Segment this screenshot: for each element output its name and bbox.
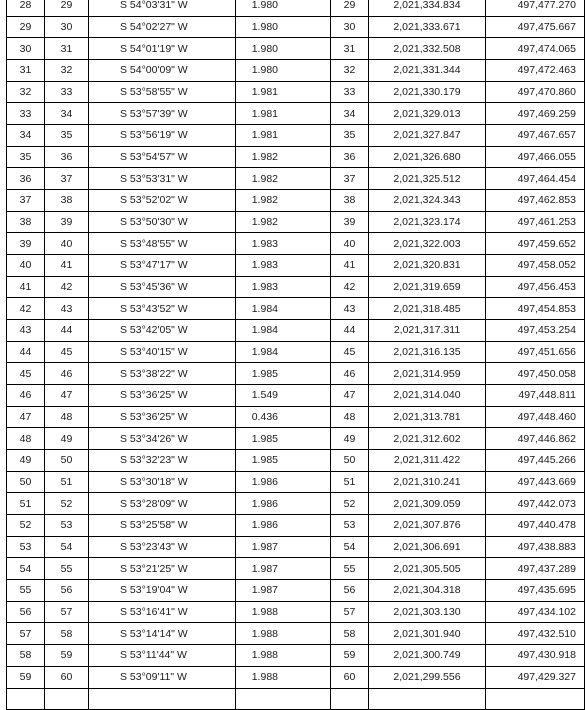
- survey-coordinates-table: [6, 0, 585, 710]
- table-row: [7, 255, 585, 277]
- point-cell: 47: [331, 385, 369, 407]
- to-station-cell: 50: [45, 450, 89, 472]
- easting-cell: 497,474.065: [486, 38, 585, 60]
- easting-cell: 497,438.883: [486, 536, 585, 558]
- point-cell: 30: [331, 16, 369, 38]
- bearing-cell: S 53°14'14" W: [89, 623, 236, 645]
- from-station-cell: 37: [7, 190, 45, 212]
- point-cell: 56: [331, 580, 369, 602]
- northing-cell: 2,021,319.659: [369, 276, 486, 298]
- distance-cell: 1.988: [236, 623, 331, 645]
- bearing-cell: S 53°47'17" W: [89, 255, 236, 277]
- survey-table-body: [7, 0, 585, 710]
- distance-cell: 1.982: [236, 211, 331, 233]
- easting-cell: 497,450.058: [486, 363, 585, 385]
- distance-cell: 1.980: [236, 16, 331, 38]
- from-station-cell: 44: [7, 341, 45, 363]
- point-cell: 49: [331, 428, 369, 450]
- distance-cell: 1.983: [236, 233, 331, 255]
- from-station-cell: 56: [7, 601, 45, 623]
- point-cell: 50: [331, 450, 369, 472]
- point-cell: 42: [331, 276, 369, 298]
- easting-cell: 497,464.454: [486, 168, 585, 190]
- point-cell: 33: [331, 81, 369, 103]
- bearing-cell: S 53°34'26" W: [89, 428, 236, 450]
- distance-cell: 1.987: [236, 558, 331, 580]
- from-station-cell: 34: [7, 125, 45, 147]
- bearing-cell: S 53°40'15" W: [89, 341, 236, 363]
- table-row: [7, 601, 585, 623]
- bearing-cell: S 53°52'02" W: [89, 190, 236, 212]
- distance-cell: 1.982: [236, 168, 331, 190]
- easting-cell: 497,437.289: [486, 558, 585, 580]
- bearing-cell: S 53°56'19" W: [89, 125, 236, 147]
- point-cell: 51: [331, 471, 369, 493]
- northing-cell: 2,021,326.680: [369, 146, 486, 168]
- from-station-cell: 58: [7, 645, 45, 667]
- point-cell: 29: [331, 0, 369, 16]
- distance-cell: 1.985: [236, 450, 331, 472]
- table-row: [7, 493, 585, 515]
- easting-cell: 497,462.853: [486, 190, 585, 212]
- northing-cell: 2,021,330.179: [369, 81, 486, 103]
- distance-cell: 1.980: [236, 38, 331, 60]
- easting-cell: 497,477.270: [486, 0, 585, 16]
- table-row: [7, 125, 585, 147]
- distance-cell: 1.549: [236, 385, 331, 407]
- to-station-cell: 58: [45, 623, 89, 645]
- to-station-cell: 40: [45, 233, 89, 255]
- northing-cell: 2,021,307.876: [369, 515, 486, 537]
- northing-cell: 2,021,314.040: [369, 385, 486, 407]
- from-station-cell: 28: [7, 0, 45, 16]
- point-cell: 34: [331, 103, 369, 125]
- distance-cell: 1.981: [236, 103, 331, 125]
- point-cell: 43: [331, 298, 369, 320]
- northing-cell: 2,021,317.311: [369, 320, 486, 342]
- distance-cell: 1.987: [236, 536, 331, 558]
- distance-cell: 1.981: [236, 125, 331, 147]
- from-station-cell: 43: [7, 320, 45, 342]
- northing-cell: 2,021,310.241: [369, 471, 486, 493]
- table-row: [7, 190, 585, 212]
- northing-cell: 2,021,309.059: [369, 493, 486, 515]
- bearing-cell: S 53°23'43" W: [89, 536, 236, 558]
- bearing-cell: S 54°02'27" W: [89, 16, 236, 38]
- point-cell: 32: [331, 60, 369, 82]
- to-station-cell: 54: [45, 536, 89, 558]
- northing-cell: 2,021,325.512: [369, 168, 486, 190]
- bearing-cell: S 53°11'44" W: [89, 645, 236, 667]
- from-station-cell: 33: [7, 103, 45, 125]
- to-station-cell: 41: [45, 255, 89, 277]
- northing-cell: 2,021,311.422: [369, 450, 486, 472]
- to-station-cell: 37: [45, 168, 89, 190]
- point-cell: 37: [331, 168, 369, 190]
- bearing-cell: S 53°19'04" W: [89, 580, 236, 602]
- easting-cell: 497,467.657: [486, 125, 585, 147]
- point-cell: 60: [331, 666, 369, 688]
- bearing-cell: S 53°48'55" W: [89, 233, 236, 255]
- easting-cell: 497,451.656: [486, 341, 585, 363]
- point-cell: 41: [331, 255, 369, 277]
- easting-cell: 497,472.463: [486, 60, 585, 82]
- northing-cell: 2,021,312.602: [369, 428, 486, 450]
- bearing-cell: S 53°09'11" W: [89, 666, 236, 688]
- table-row: [7, 320, 585, 342]
- from-station-cell: 40: [7, 255, 45, 277]
- easting-cell: 497,434.102: [486, 601, 585, 623]
- distance-cell: 1.988: [236, 601, 331, 623]
- distance-cell: 1.981: [236, 81, 331, 103]
- from-station-cell: 31: [7, 60, 45, 82]
- northing-cell: 2,021,318.485: [369, 298, 486, 320]
- distance-cell: 1.982: [236, 146, 331, 168]
- from-station-cell: 57: [7, 623, 45, 645]
- bearing-cell: S 53°36'25" W: [89, 385, 236, 407]
- table-row: [7, 211, 585, 233]
- point-cell: 59: [331, 645, 369, 667]
- northing-cell: 2,021,313.781: [369, 406, 486, 428]
- bearing-cell: S 53°21'25" W: [89, 558, 236, 580]
- easting-cell: 497,446.862: [486, 428, 585, 450]
- table-row: [7, 168, 585, 190]
- distance-cell: 1.984: [236, 298, 331, 320]
- from-station-cell: 42: [7, 298, 45, 320]
- table-row: [7, 276, 585, 298]
- to-station-cell: 29: [45, 0, 89, 16]
- easting-cell: 497,470.860: [486, 81, 585, 103]
- easting-cell: 497,459.652: [486, 233, 585, 255]
- distance-cell: 1.986: [236, 471, 331, 493]
- table-row: [7, 146, 585, 168]
- from-station-cell: 32: [7, 81, 45, 103]
- to-station-cell: 52: [45, 493, 89, 515]
- easting-cell: 497,456.453: [486, 276, 585, 298]
- to-station-cell: 51: [45, 471, 89, 493]
- northing-cell: 2,021,327.847: [369, 125, 486, 147]
- table-row: [7, 0, 585, 16]
- distance-cell: 1.985: [236, 363, 331, 385]
- distance-cell: 1.984: [236, 341, 331, 363]
- table-row: [7, 103, 585, 125]
- point-cell: 40: [331, 233, 369, 255]
- to-station-cell: 43: [45, 298, 89, 320]
- northing-cell: 2,021,331.344: [369, 60, 486, 82]
- from-station-cell: 48: [7, 428, 45, 450]
- table-row: [7, 385, 585, 407]
- point-cell: 58: [331, 623, 369, 645]
- bearing-cell: S 54°03'31" W: [89, 0, 236, 16]
- to-station-cell: 35: [45, 125, 89, 147]
- northing-cell: 2,021,332.508: [369, 38, 486, 60]
- from-station-cell: 41: [7, 276, 45, 298]
- distance-cell: 0.436: [236, 406, 331, 428]
- northing-cell: 2,021,324.343: [369, 190, 486, 212]
- table-row: [7, 81, 585, 103]
- to-station-cell: 60: [45, 666, 89, 688]
- easting-cell: 497,448.460: [486, 406, 585, 428]
- table-row: [7, 666, 585, 688]
- easting-cell: 497,448.811: [486, 385, 585, 407]
- northing-cell: 2,021,329.013: [369, 103, 486, 125]
- easting-cell: 497,432.510: [486, 623, 585, 645]
- easting-cell: 497,430.918: [486, 645, 585, 667]
- distance-cell: 1.987: [236, 580, 331, 602]
- to-station-cell: 48: [45, 406, 89, 428]
- table-row: [7, 580, 585, 602]
- northing-cell: 2,021,320.831: [369, 255, 486, 277]
- table-row: [7, 298, 585, 320]
- bearing-cell: S 53°32'23" W: [89, 450, 236, 472]
- table-row: [7, 471, 585, 493]
- northing-cell: 2,021,314.959: [369, 363, 486, 385]
- northing-cell: 2,021,334.834: [369, 0, 486, 16]
- to-station-cell: 45: [45, 341, 89, 363]
- bearing-cell: S 54°00'09" W: [89, 60, 236, 82]
- distance-cell: 1.980: [236, 60, 331, 82]
- from-station-cell: 47: [7, 406, 45, 428]
- distance-cell: 1.986: [236, 515, 331, 537]
- to-station-cell: 53: [45, 515, 89, 537]
- distance-cell: 1.984: [236, 320, 331, 342]
- point-cell: 36: [331, 146, 369, 168]
- table-row: [7, 60, 585, 82]
- point-cell: 55: [331, 558, 369, 580]
- easting-cell: 497,466.055: [486, 146, 585, 168]
- from-station-cell: 30: [7, 38, 45, 60]
- easting-cell: 497,445.266: [486, 450, 585, 472]
- from-station-cell: 45: [7, 363, 45, 385]
- to-station-cell: 47: [45, 385, 89, 407]
- from-station-cell: 54: [7, 558, 45, 580]
- table-row: [7, 515, 585, 537]
- northing-cell: 2,021,301.940: [369, 623, 486, 645]
- to-station-cell: 33: [45, 81, 89, 103]
- distance-cell: 1.982: [236, 190, 331, 212]
- from-station-cell: 49: [7, 450, 45, 472]
- bearing-cell: S 53°42'05" W: [89, 320, 236, 342]
- bearing-cell: S 53°30'18" W: [89, 471, 236, 493]
- table-row: [7, 536, 585, 558]
- table-row: [7, 341, 585, 363]
- bearing-cell: S 53°58'55" W: [89, 81, 236, 103]
- easting-cell: 497,469.259: [486, 103, 585, 125]
- easting-cell: 497,475.667: [486, 16, 585, 38]
- point-cell: 31: [331, 38, 369, 60]
- table-row: [7, 558, 585, 580]
- from-station-cell: 51: [7, 493, 45, 515]
- to-station-cell: 39: [45, 211, 89, 233]
- to-station-cell: 32: [45, 60, 89, 82]
- table-row: [7, 38, 585, 60]
- point-cell: 52: [331, 493, 369, 515]
- table-row: [7, 428, 585, 450]
- bearing-cell: S 53°38'22" W: [89, 363, 236, 385]
- bearing-cell: S 54°01'19" W: [89, 38, 236, 60]
- northing-cell: 2,021,299.556: [369, 666, 486, 688]
- from-station-cell: 46: [7, 385, 45, 407]
- table-row: [7, 16, 585, 38]
- northing-cell: 2,021,305.505: [369, 558, 486, 580]
- table-row: [7, 363, 585, 385]
- distance-cell: 1.986: [236, 493, 331, 515]
- table-row: [7, 233, 585, 255]
- from-station-cell: 35: [7, 146, 45, 168]
- northing-cell: 2,021,303.130: [369, 601, 486, 623]
- from-station-cell: 52: [7, 515, 45, 537]
- from-station-cell: 50: [7, 471, 45, 493]
- table-row: [7, 406, 585, 428]
- to-station-cell: 55: [45, 558, 89, 580]
- bearing-cell: S 53°43'52" W: [89, 298, 236, 320]
- table-row: [7, 645, 585, 667]
- point-cell: 35: [331, 125, 369, 147]
- easting-cell: 497,440.478: [486, 515, 585, 537]
- point-cell: 38: [331, 190, 369, 212]
- northing-cell: 2,021,323.174: [369, 211, 486, 233]
- from-station-cell: 36: [7, 168, 45, 190]
- point-cell: 39: [331, 211, 369, 233]
- from-station-cell: 39: [7, 233, 45, 255]
- northing-cell: 2,021,333.671: [369, 16, 486, 38]
- distance-cell: 1.980: [236, 0, 331, 16]
- northing-cell: 2,021,322.003: [369, 233, 486, 255]
- to-station-cell: 34: [45, 103, 89, 125]
- easting-cell: 497,442.073: [486, 493, 585, 515]
- point-cell: 44: [331, 320, 369, 342]
- distance-cell: 1.983: [236, 255, 331, 277]
- northing-cell: 2,021,316.135: [369, 341, 486, 363]
- northing-cell: 2,021,300.749: [369, 645, 486, 667]
- distance-cell: 1.985: [236, 428, 331, 450]
- easting-cell: 497,435.695: [486, 580, 585, 602]
- point-cell: 45: [331, 341, 369, 363]
- point-cell: 46: [331, 363, 369, 385]
- to-station-cell: 49: [45, 428, 89, 450]
- to-station-cell: 57: [45, 601, 89, 623]
- distance-cell: 1.988: [236, 666, 331, 688]
- bearing-cell: S 53°45'36" W: [89, 276, 236, 298]
- point-cell: 54: [331, 536, 369, 558]
- to-station-cell: 44: [45, 320, 89, 342]
- distance-cell: 1.983: [236, 276, 331, 298]
- easting-cell: 497,461.253: [486, 211, 585, 233]
- to-station-cell: 56: [45, 580, 89, 602]
- to-station-cell: 46: [45, 363, 89, 385]
- easting-cell: 497,458.052: [486, 255, 585, 277]
- table-row: [7, 450, 585, 472]
- to-station-cell: 30: [45, 16, 89, 38]
- point-cell: 57: [331, 601, 369, 623]
- distance-cell: 1.988: [236, 645, 331, 667]
- from-station-cell: 59: [7, 666, 45, 688]
- table-row: [7, 623, 585, 645]
- bearing-cell: S 53°53'31" W: [89, 168, 236, 190]
- bearing-cell: S 53°57'39" W: [89, 103, 236, 125]
- bearing-cell: S 53°25'58" W: [89, 515, 236, 537]
- to-station-cell: 42: [45, 276, 89, 298]
- bearing-cell: S 53°50'30" W: [89, 211, 236, 233]
- easting-cell: 497,429.327: [486, 666, 585, 688]
- easting-cell: 497,453.254: [486, 320, 585, 342]
- from-station-cell: 38: [7, 211, 45, 233]
- northing-cell: 2,021,306.691: [369, 536, 486, 558]
- to-station-cell: 38: [45, 190, 89, 212]
- easting-cell: 497,443.669: [486, 471, 585, 493]
- from-station-cell: 53: [7, 536, 45, 558]
- bearing-cell: S 53°54'57" W: [89, 146, 236, 168]
- to-station-cell: 36: [45, 146, 89, 168]
- to-station-cell: 59: [45, 645, 89, 667]
- bearing-cell: S 53°28'09" W: [89, 493, 236, 515]
- bearing-cell: S 53°36'25" W: [89, 406, 236, 428]
- northing-cell: 2,021,304.318: [369, 580, 486, 602]
- from-station-cell: 55: [7, 580, 45, 602]
- to-station-cell: 31: [45, 38, 89, 60]
- easting-cell: 497,454.853: [486, 298, 585, 320]
- point-cell: 48: [331, 406, 369, 428]
- point-cell: 53: [331, 515, 369, 537]
- from-station-cell: 29: [7, 16, 45, 38]
- bearing-cell: S 53°16'41" W: [89, 601, 236, 623]
